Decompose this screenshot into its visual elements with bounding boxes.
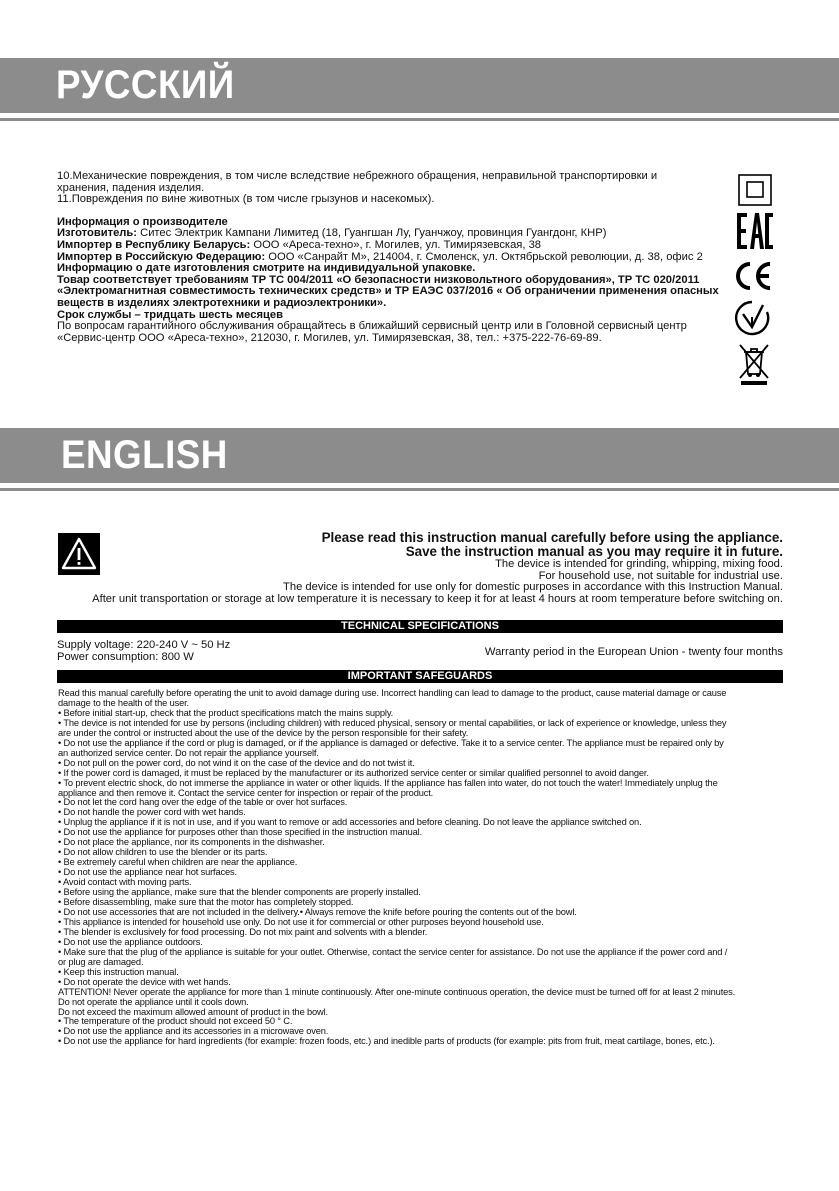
safeguard-line: • Do not use the appliance for purposes other than those specified in the instruction manual. xyxy=(58,827,422,838)
en-header-underline xyxy=(0,488,839,491)
safeguard-line: • Do not allow children to use the blender or its parts. xyxy=(58,847,268,858)
safeguard-line: • Make sure that the plug of the appliance is suitable for your outlet. Otherwise, contact the service center for assistance. Do not use the appliance if the power cord and / xyxy=(58,946,728,957)
safeguard-line: • The temperature of the product should not exceed 50 ° C. xyxy=(58,1016,293,1027)
safeguard-line: • Before using the appliance, make sure that the blender components are properly installed. xyxy=(58,887,421,898)
safeguard-line: an authorized service center. Do not repair the appliance yourself. xyxy=(58,747,319,758)
safeguard-line: • If the power cord is damaged, it must be replaced by the manufacturer or its authorized service center or similar qualified personnel to avoid danger. xyxy=(58,767,649,778)
safeguard-line: • Before initial start-up, check that the product specifications match the mains supply. xyxy=(58,707,394,718)
ua-conformity-mark-icon xyxy=(734,300,770,336)
safeguard-line: • Do not use the appliance and its accessories in a microwave oven. xyxy=(58,1026,329,1037)
safeguard-line: • Do not use the appliance near hot surfaces. xyxy=(58,867,237,878)
safeguard-line: are under the control or instructed about the use of the device by the person responsible for their safety. xyxy=(58,727,469,738)
safeguard-line: • Avoid contact with moving parts. xyxy=(58,877,192,888)
intro-line: The device is intended for use only for domestic purposes in accordance with this Instruction Manual. xyxy=(283,581,783,594)
safeguards-heading: IMPORTANT SAFEGUARDS xyxy=(57,670,783,683)
tech-specs xyxy=(57,640,230,663)
power-consumption: Power consumption: 800 W xyxy=(57,650,194,663)
safeguard-line: • Before disassembling, make sure that the motor has completely stopped. xyxy=(58,897,354,908)
importer-by-line: Импортер в Республику Беларусь: ООО «Ареса-техно», г. Могилев, ул. Тимирязевская, 38 xyxy=(57,238,542,251)
intro-line: For household use, not suitable for industrial use. xyxy=(538,569,783,582)
service-life: Срок службы – тридцать шесть месяцев xyxy=(57,308,283,321)
intro-line: The device is intended for grinding, whipping, mixing food. xyxy=(495,558,783,570)
safeguard-line: Read this manual carefully before operating the unit to avoid damage during use. Incorrect handling can lead to damage to the product, cause material damage or cause xyxy=(58,688,727,698)
safeguard-line: • The blender is exclusively for food processing. Do not mix paint and solvents with a blender. xyxy=(58,926,428,937)
safeguards-list xyxy=(58,689,803,1047)
safeguard-line: • Do not use the appliance for hard ingredients (for example: frozen foods, etc.) and inedible parts of products (for example: pits from fruit, meat cartilage, bones, etc.). xyxy=(58,1036,715,1047)
ru-line: 10.Механические повреждения, в том числе вследствие небрежного обращения, неправильной транспортировки и xyxy=(57,170,658,182)
eac-mark-icon xyxy=(736,212,774,250)
warranty-line: По вопросам гарантийного обслуживания обращайтесь в ближайший сервисный центр или в Головной сервисный центр xyxy=(57,320,687,333)
safeguard-line: • Do not operate the device with wet hands. xyxy=(58,976,231,987)
ru-line: хранения, падения изделия. xyxy=(57,181,205,194)
ru-header-underline xyxy=(0,118,839,121)
safeguard-line: appliance and then remove it. Contact the service center for inspection or repair of the product. xyxy=(58,787,434,798)
ru-line: 11.Повреждения по вине животных (в том числе грызунов и насекомых). xyxy=(57,193,435,206)
safeguard-line: • Be extremely careful when children are near the appliance. xyxy=(58,857,298,868)
safeguard-line: • To prevent electric shock, do not immerse the appliance in water or other liquids. If the appliance has fallen into water, do not touch the water! Immediately unplug the xyxy=(58,777,718,788)
en-intro xyxy=(43,531,783,605)
intro-bold-line: Save the instruction manual as you may require it in future. xyxy=(405,544,783,559)
weee-crossed-bin-icon xyxy=(738,342,770,386)
en-header-band xyxy=(0,428,839,483)
en-section-title: ENGLISH xyxy=(61,433,228,477)
date-info: Информацию о дате изготовления смотрите на индивидуальной упаковке. xyxy=(57,262,476,275)
safeguard-line: damage to the health of the user. xyxy=(58,697,189,708)
safeguard-line: • Do not place the appliance, nor its components in the dishwasher. xyxy=(58,837,325,848)
ru-text-block xyxy=(57,171,737,344)
safeguard-line: Do not exceed the maximum allowed amount of product in the bowl. xyxy=(58,1006,328,1017)
safeguard-line: • Do not let the cord hang over the edge of the table or over hot surfaces. xyxy=(58,797,348,808)
safeguard-line: or plug are damaged. xyxy=(58,956,144,967)
importer-ru-line: Импортер в Российскую Федерацию: ООО «Санрайт М», 214004, г. Смоленск, ул. Октябрьской революции, д. 38, офис 2 xyxy=(57,250,703,263)
double-insulation-icon xyxy=(738,174,772,206)
manufacturer-heading: Информация о производителе xyxy=(57,215,228,228)
warranty-line: «Сервис-центр ООО «Ареса-техно», 212030, г. Могилев, ул. Тимирязевская, 38, тел.: +375-222-76-69-89. xyxy=(57,331,602,344)
safeguard-line: • Keep this instruction manual. xyxy=(58,966,179,977)
intro-line: After unit transportation or storage at low temperature it is necessary to keep it for at least 4 hours at room temperature before switching on. xyxy=(92,592,783,605)
safeguard-line: • This appliance is intended for household use only. Do not use it for commercial or other purposes beyond household use. xyxy=(58,916,544,927)
safeguard-line: • Do not use the appliance if the cord or plug is damaged, or if the appliance is damaged or defective. Take it to a service center. The appliance must be repaired only by xyxy=(58,737,724,748)
safeguard-line: • The device is not intended for use by persons (including children) with reduced physical, sensory or mental capabilities, or lack of experience or knowledge, unless they xyxy=(58,717,727,728)
ru-section-title: РУССКИЙ xyxy=(56,63,235,107)
warranty-period: Warranty period in the European Union - twenty four months xyxy=(484,646,783,658)
safeguard-line: ATTENTION! Never operate the appliance for more than 1 minute continuously. After one-minute continuous operation, the device must be turned off for at least 2 minutes. xyxy=(58,986,736,997)
supply-voltage: Supply voltage: 220-240 V ~ 50 Hz xyxy=(57,639,231,651)
intro-bold-line: Please read this instruction manual carefully before using the appliance. xyxy=(321,530,783,545)
safeguard-line: • Do not handle the power cord with wet hands. xyxy=(58,807,246,818)
tech-specs-heading: TECHNICAL SPECIFICATIONS xyxy=(57,620,783,633)
safeguard-line: • Do not use the appliance outdoors. xyxy=(58,936,203,947)
ce-mark-icon xyxy=(732,260,774,292)
safeguard-line: • Unplug the appliance if it is not in use, and if you want to remove or add accessories and before cleaning. Do not leave the appliance switched on. xyxy=(58,817,642,828)
compliance-line: Товар соответствует требованиям ТР ТС 004/2011 «О безопасности низковольтного оборудования», ТР ТС 020/2011 xyxy=(57,273,700,286)
safeguard-line: Do not operate the appliance until it cools down. xyxy=(58,996,249,1007)
safeguard-line: • Do not use accessories that are not included in the delivery.• Always remove the knife before pouring the contents out of the bowl. xyxy=(58,906,577,917)
compliance-line: «Электромагнитная совместимость технических средств» и ТР ЕАЭС 037/2016 « Об ограничении применения опасных xyxy=(57,285,719,298)
safeguard-line: • Do not pull on the power cord, do not wind it on the case of the device and do not twist it. xyxy=(58,757,415,768)
ru-header-band xyxy=(0,58,839,113)
manufacturer-line: Изготовитель: Ситес Электрик Кампани Лимитед (18, Гуангшан Лу, Гуанчжоу, провинция Гуангдонг, КНР) xyxy=(57,227,607,240)
compliance-line: веществ в изделиях электротехники и радиоэлектроники». xyxy=(57,296,387,309)
